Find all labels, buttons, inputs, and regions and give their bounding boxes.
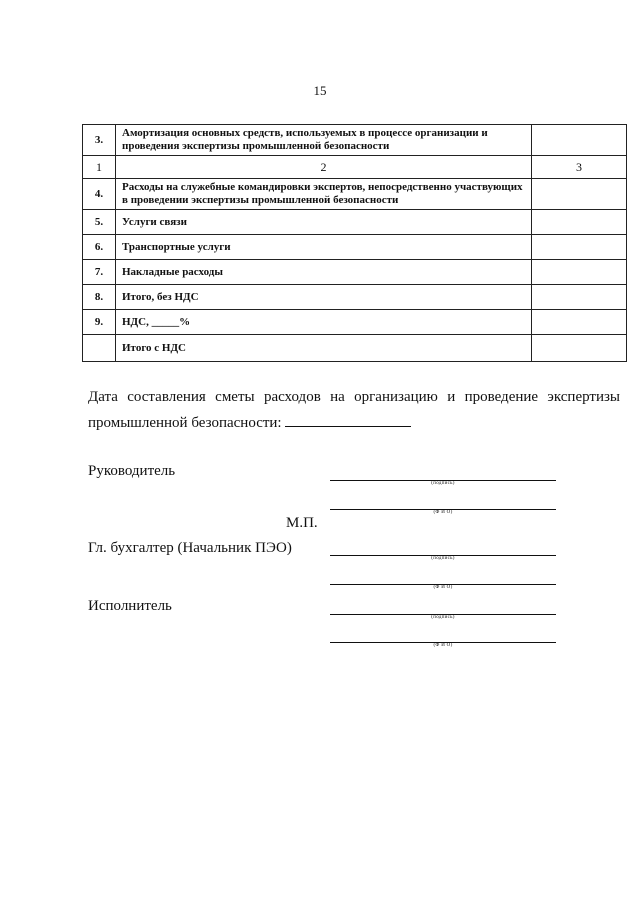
date-blank-field[interactable] bbox=[285, 412, 411, 427]
table-row bbox=[83, 285, 627, 310]
row-value bbox=[532, 310, 627, 335]
accountant-label: Гл. бухгалтер (Начальник ПЭО) bbox=[88, 540, 292, 556]
row-name: Услуги связи bbox=[116, 210, 532, 235]
column-index: 1 bbox=[83, 156, 116, 179]
executor-name-caption: (Ф И О) bbox=[433, 643, 453, 648]
row-number: 5. bbox=[83, 210, 116, 235]
row-value bbox=[532, 335, 627, 362]
row-name: Транспортные услуги bbox=[116, 235, 532, 260]
row-value bbox=[532, 179, 627, 210]
column-index: 2 bbox=[116, 156, 532, 179]
row-name: Итого с НДС bbox=[116, 335, 532, 362]
head-name-caption: (Ф И О) bbox=[433, 510, 453, 515]
head-label: Руководитель bbox=[88, 463, 176, 479]
row-value bbox=[532, 285, 627, 310]
row-name: НДС, _____% bbox=[116, 310, 532, 335]
row-value bbox=[532, 125, 627, 156]
row-value bbox=[532, 210, 627, 235]
row-number: 3. bbox=[83, 125, 116, 156]
stamp-placeholder: М.П. bbox=[286, 515, 318, 531]
executor-label: Исполнитель bbox=[88, 598, 172, 614]
date-label: промышленной безопасности: bbox=[88, 415, 282, 431]
row-name: Амортизация основных средств, используемых в процессе организации и проведения экспертизы промышленной безопасности bbox=[116, 125, 532, 156]
table-row bbox=[83, 260, 627, 285]
table-row bbox=[83, 235, 627, 260]
date-paragraph-line2 bbox=[88, 410, 620, 436]
table-row bbox=[83, 210, 627, 235]
table-row bbox=[83, 310, 627, 335]
date-paragraph bbox=[88, 384, 620, 436]
column-index: 3 bbox=[532, 156, 627, 179]
row-name: Накладные расходы bbox=[116, 260, 532, 285]
row-number: 7. bbox=[83, 260, 116, 285]
row-name: Расходы на служебные командировки экспертов, непосредственно участвующих в проведении экспертизы промышленной безопасности bbox=[116, 179, 532, 210]
budget-table bbox=[82, 124, 627, 362]
page-number: 15 bbox=[313, 83, 327, 98]
row-number: 8. bbox=[83, 285, 116, 310]
row-value bbox=[532, 235, 627, 260]
table-row bbox=[83, 179, 627, 210]
accountant-name-caption: (Ф И О) bbox=[433, 585, 453, 590]
head-signature-caption: (подпись) bbox=[431, 481, 455, 486]
row-number: 9. bbox=[83, 310, 116, 335]
row-value bbox=[532, 260, 627, 285]
row-number: 6. bbox=[83, 235, 116, 260]
table-row bbox=[83, 125, 627, 156]
column-index-row bbox=[83, 156, 627, 179]
row-number bbox=[83, 335, 116, 362]
table-row bbox=[83, 335, 627, 362]
accountant-signature-caption: (подпись) bbox=[431, 556, 455, 561]
row-name: Итого, без НДС bbox=[116, 285, 532, 310]
date-paragraph-line1: Дата составления сметы расходов на организацию и проведение экспертизы bbox=[88, 389, 620, 405]
executor-signature-caption: (подпись) bbox=[431, 615, 455, 620]
row-number: 4. bbox=[83, 179, 116, 210]
